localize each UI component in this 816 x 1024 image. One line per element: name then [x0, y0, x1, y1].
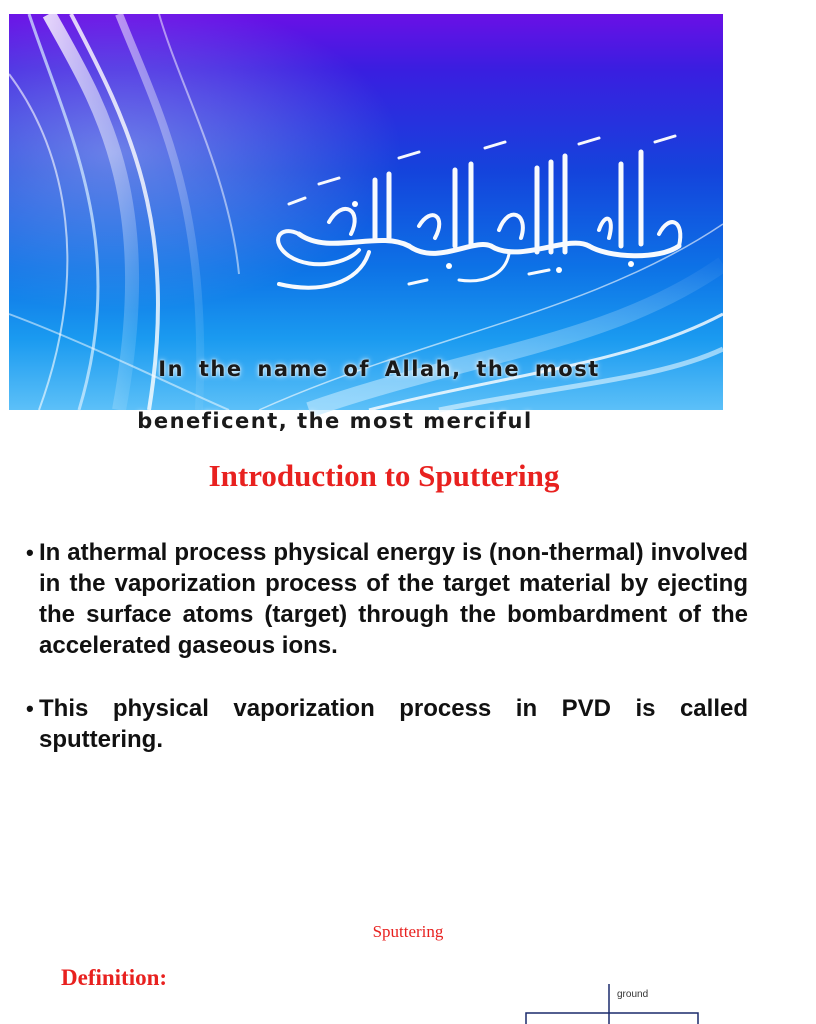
bullet-marker: •: [26, 540, 34, 565]
banner-caption-line2: beneficent, the most merciful: [137, 409, 533, 433]
arabic-calligraphy-graphic: [259, 134, 699, 304]
bullet-text: This physical vaporization process in PVD is called sputtering.: [39, 695, 748, 753]
bismillah-banner: [9, 14, 723, 433]
banner-caption-line1: In the name of Allah, the most: [158, 357, 600, 381]
bullet-item: [26, 537, 748, 661]
bullet-marker: •: [26, 696, 34, 721]
ground-label: ground: [617, 989, 649, 1000]
bullet-item: [26, 693, 748, 755]
sputtering-diagram: [520, 982, 710, 1024]
slide-title: Introduction to Sputtering: [208, 458, 560, 493]
bullet-text: In athermal process physical energy is (non-thermal) involved in the vaporization process of the target material by ejecting the surface atoms (target) through the bombardment of the accelerated gaseous ions.: [39, 539, 748, 659]
section-caption: Sputtering: [372, 922, 444, 941]
banner-caption: [9, 330, 723, 460]
definition-heading: Definition:: [61, 965, 168, 990]
bullet-list: [26, 537, 748, 755]
